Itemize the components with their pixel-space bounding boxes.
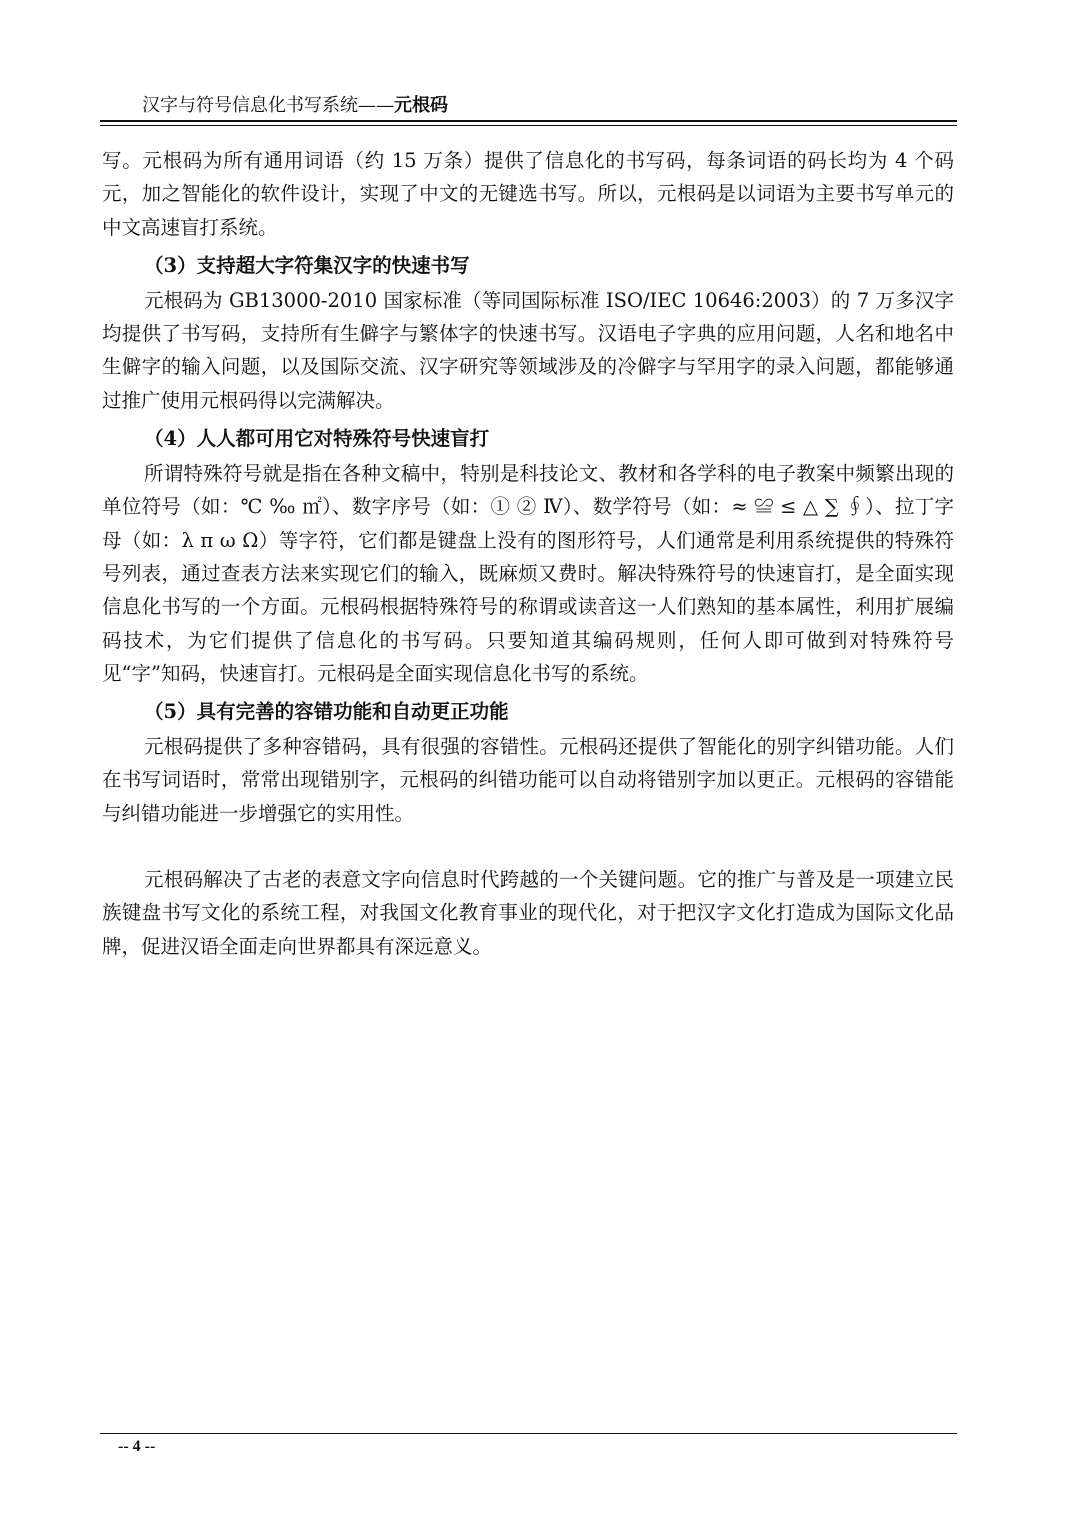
- paragraph-special-symbols: 所谓特殊符号就是指在各种文稿中，特别是科技论文、教材和各学科的电子教案中频繁出现的单位符号（如：℃ ‰ ㎡）、数字序号（如：① ② Ⅳ）、数学符号（如：≈ ≌ ≤ △ ∑ ∮）、拉丁字母（如：λ π ω Ω）等字符，它们都是键盘上没有的图形符号，人们通常是利用系统提供的特殊符号列表，通过查表方法来实现它们的输入，既麻烦又费时。解决特殊符号的快速盲打，是全面实现信息化书写的一个方面。元根码根据特殊符号的称谓或读音这一人们熟知的基本属性，利用扩展编码技术，为它们提供了信息化的书写码。只要知道其编码规则，任何人即可做到对特殊符号见“字”知码，快速盲打。元根码是全面实现信息化书写的系统。: [102, 462, 954, 685]
- page-number: -- 4 --: [118, 1438, 156, 1455]
- running-header: [100, 94, 957, 120]
- header-rule-thin: [100, 125, 957, 126]
- paragraph-conclusion: 元根码解决了古老的表意文字向信息时代跨越的一个关键问题。它的推广与普及是一项建立民族键盘书写文化的系统工程，对我国文化教育事业的现代化，对于把汉字文化打造成为国际文化品牌，促进汉语全面走向世界都具有深远意义。: [102, 868, 954, 958]
- section-heading-4: （4）人人都可用它对特殊符号快速盲打: [144, 427, 490, 451]
- body-text: [102, 144, 954, 963]
- paragraph-spacer: [102, 830, 954, 863]
- header-title-bold: 元根码: [394, 95, 448, 116]
- paragraph-large-charset: 元根码为 GB13000-2010 国家标准（等同国际标准 ISO/IEC 10646:2003）的 7 万多汉字均提供了书写码，支持所有生僻字与繁体字的快速书写。汉语电子字典的应用问题，人名和地名中生僻字的输入问题，以及国际交流、汉字研究等领域涉及的冷僻字与罕用字的录入问题，都能够通过推广使用元根码得以完满解决。: [102, 288, 954, 412]
- section-heading-5: （5）具有完善的容错功能和自动更正功能: [144, 700, 509, 724]
- paragraph-continued: 写。元根码为所有通用词语（约 15 万条）提供了信息化的书写码，每条词语的码长均为 4 个码元，加之智能化的软件设计，实现了中文的无键选书写。所以，元根码是以词语为主要书写单元的中文高速盲打系统。: [102, 149, 954, 239]
- header-rule-thick: [100, 120, 957, 122]
- footer-rule: [100, 1433, 957, 1434]
- header-title: [142, 94, 448, 118]
- paragraph-error-tolerance: 元根码提供了多种容错码，具有很强的容错性。元根码还提供了智能化的别字纠错功能。人们在书写词语时，常常出现错别字，元根码的纠错功能可以自动将错别字加以更正。元根码的容错能与纠错功能进一步增强它的实用性。: [102, 735, 954, 825]
- section-heading-3: （3）支持超大字符集汉字的快速书写: [144, 253, 470, 277]
- header-title-prefix: 汉字与符号信息化书写系统——: [142, 95, 394, 116]
